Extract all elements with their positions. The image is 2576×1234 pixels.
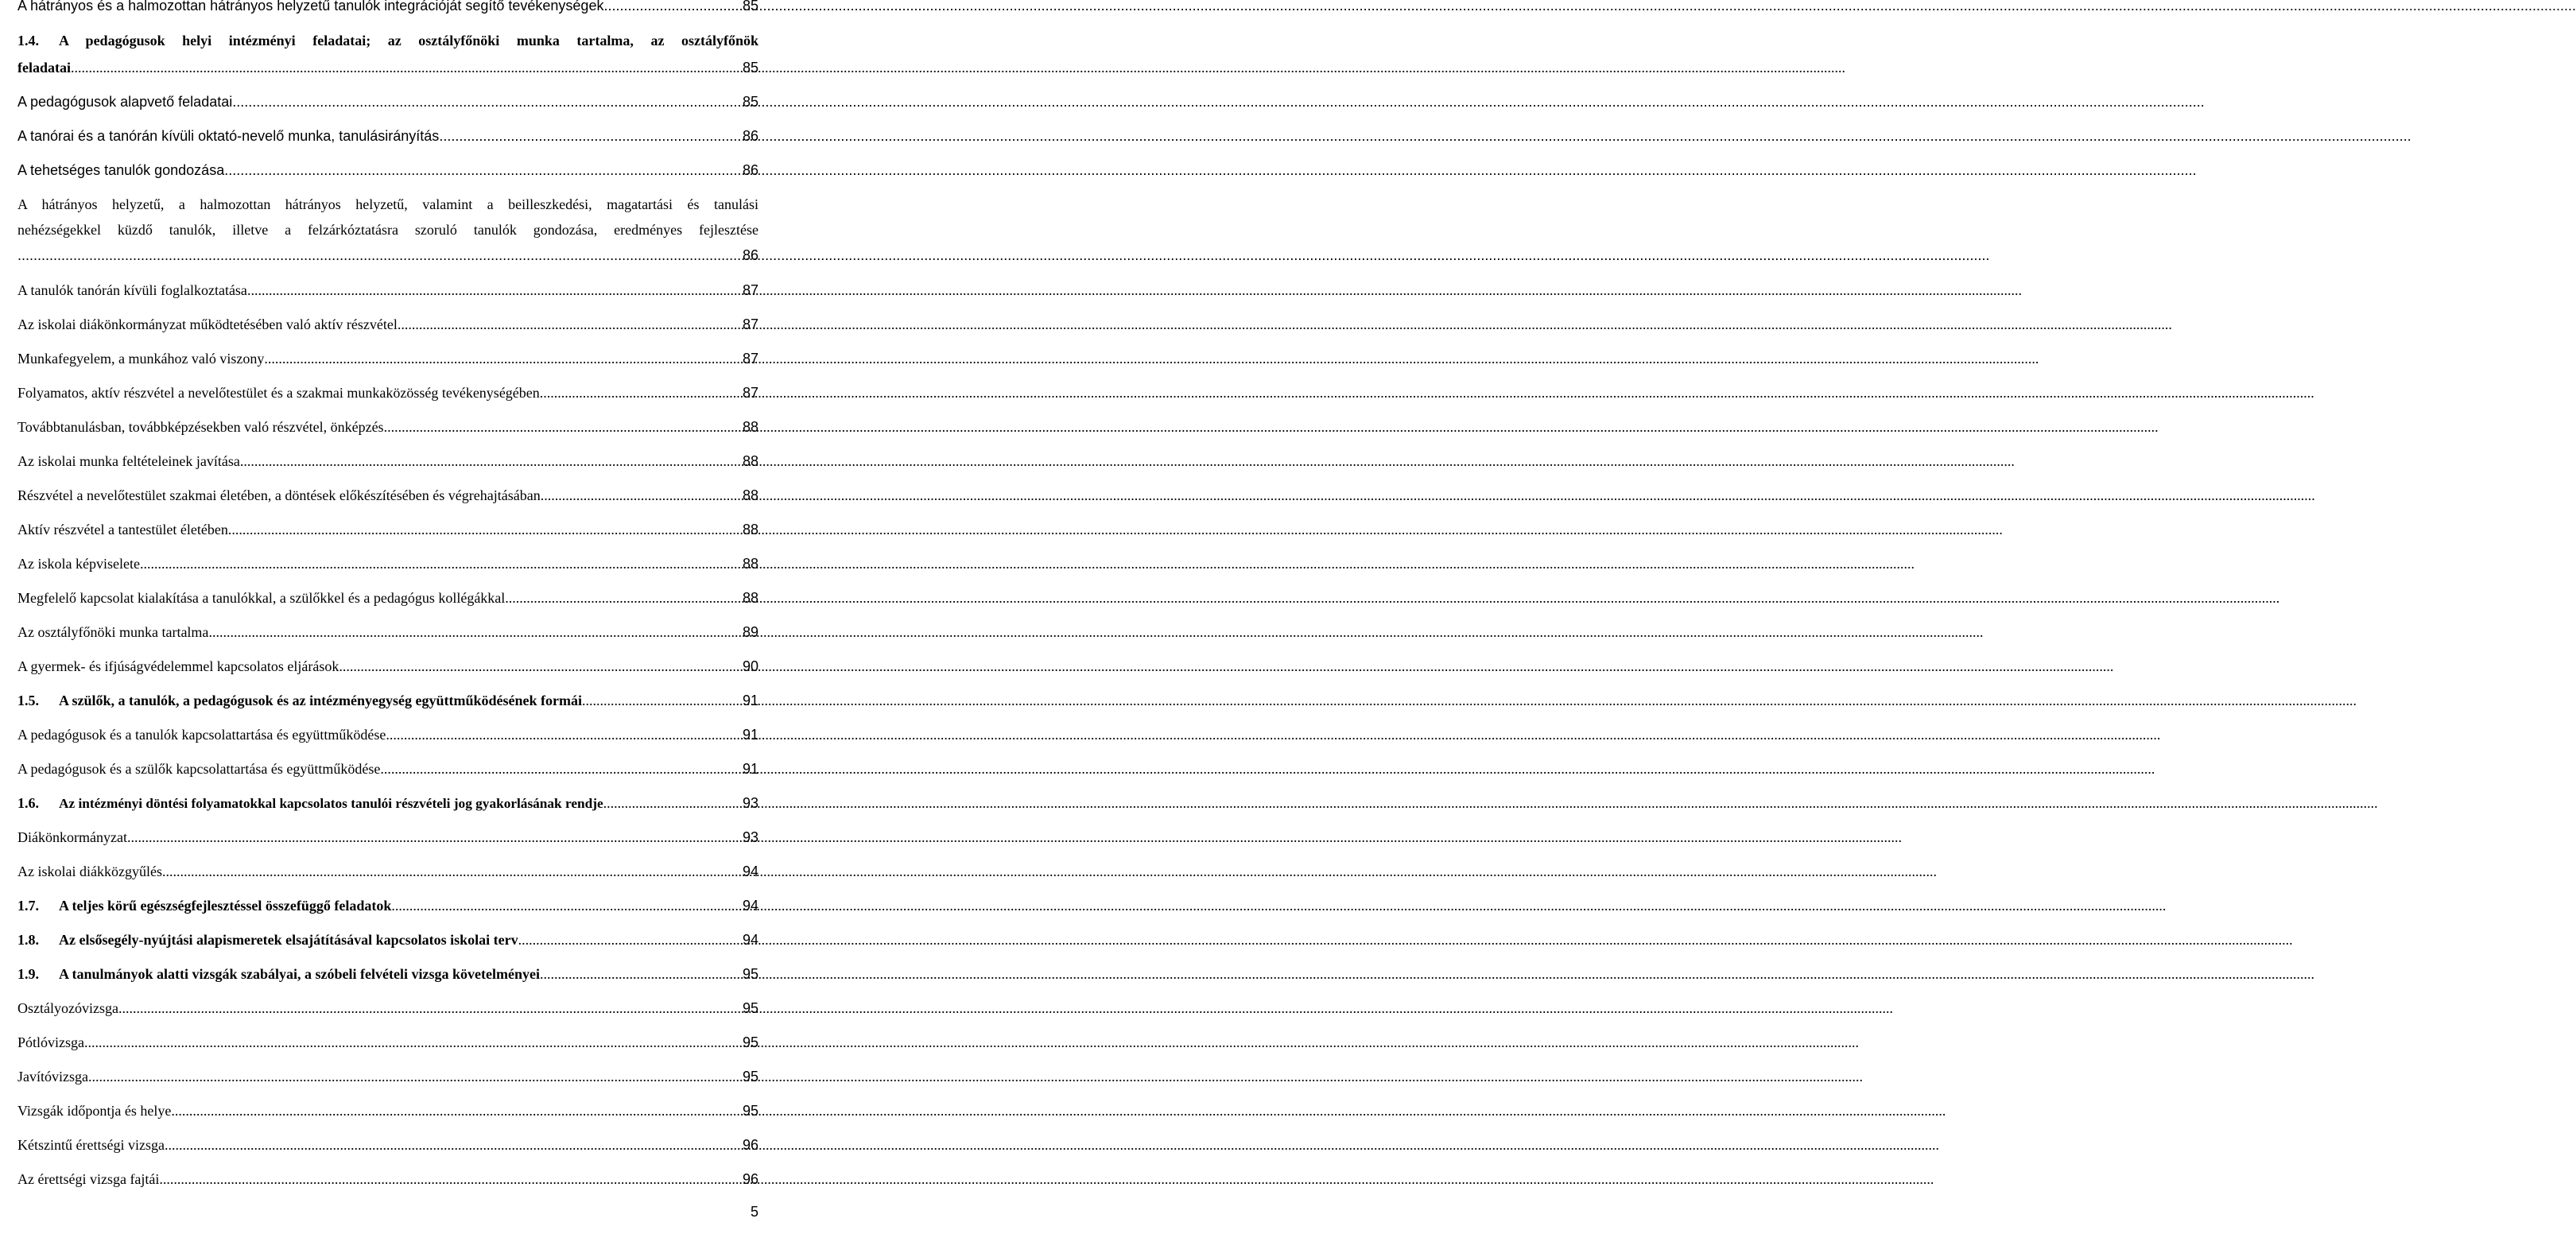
dot-leader [232,93,743,111]
toc-entry-title: Aktív részvétel a tantestület életében [17,522,228,537]
toc-entry[interactable] [17,127,758,145]
dot-leader [17,246,743,264]
toc-page-number: 95 [742,1069,758,1085]
toc-page-number: 88 [742,590,758,606]
toc-page-number: 89 [742,624,758,640]
toc-page-number: 96 [742,1137,758,1153]
dot-leader [84,1034,743,1051]
dot-leader [339,658,743,675]
dot-leader [391,897,743,914]
toc-entry-multiline-line3[interactable] [17,246,758,264]
toc-entry[interactable] [17,828,758,846]
toc-entry-title: A pedagógusok alapvető feladatai [17,94,233,110]
toc-page-number: 91 [742,693,758,708]
toc-page-number: 94 [742,898,758,914]
dot-leader [224,161,743,179]
toc-section-number: 1.4. [17,33,39,49]
dot-leader [384,418,743,436]
toc-page-number: 95 [742,1034,758,1050]
toc-entry[interactable] [17,658,758,675]
toc-entry-title: A hátrányos és a halmozottan hátrányos helyzetű tanulók integrációját segítő tevékenységek [17,0,604,14]
toc-page-number: 90 [742,658,758,674]
toc-page-number: 93 [742,795,758,811]
dot-leader [505,589,743,607]
toc-entry-title: Részvétel a nevelőtestület szakmai életében, a döntések előkészítésében és végrehajtásában [17,487,541,503]
toc-entry-title: Az osztályfőnöki munka tartalma [17,624,209,640]
toc-entry[interactable] [17,487,758,504]
toc-entry[interactable] [17,760,758,778]
toc-entry-title: Az iskolai munka feltételeinek javítása [17,453,240,469]
toc-page-number: 95 [742,1000,758,1016]
dot-leader [247,281,743,299]
toc-entry-title-line2: nehézségekkel küzdő tanulók, illetve a felzárkóztatásra szoruló tanulók gondozása, eredményes fejlesztése [17,222,758,238]
toc-section-number: 1.7. [17,898,39,914]
toc-entry[interactable] [17,726,758,743]
toc-section-1-4-line2[interactable] [17,59,758,76]
toc-entry[interactable] [17,863,758,880]
toc-entry-title: Osztályozóvizsga [17,1000,118,1016]
toc-entry-title: A tanulók tanórán kívüli foglalkoztatása [17,282,247,298]
toc-page-number: 94 [742,932,758,948]
toc-entry-title: A gyermek- és ifjúságvédelemmel kapcsolatos eljárások [17,658,339,674]
toc-entry-title: Pótlóvizsga [17,1034,84,1050]
dot-leader [162,863,743,880]
toc-page-number: 85 [742,0,758,14]
toc-entry-title: Az intézményi döntési folyamatokkal kapcsolatos tanulói részvételi jog gyakorlásának rendje [59,796,603,811]
toc-entry[interactable] [17,350,758,367]
toc-entry-title-line1: A pedagógusok helyi intézményi feladatai; az osztályfőnöki munka tartalma, az osztályfőnök [59,33,758,49]
toc-section-number: 1.9. [17,966,39,982]
dot-leader [264,350,743,367]
dot-leader [228,521,743,538]
toc-section-1-8[interactable] [17,931,758,949]
toc-entry[interactable] [17,1170,758,1188]
toc-entry-title: Folyamatos, aktív részvétel a nevelőtestület és a szakmai munkaközösség tevékenységében [17,385,540,401]
dot-leader [603,794,743,812]
dot-leader [171,1102,743,1120]
toc-entry[interactable] [17,418,758,436]
toc-section-number: 1.8. [17,932,39,948]
toc-entry[interactable] [17,999,758,1017]
toc-entry-title: A tanulmányok alatti vizsgák szabályai, a szóbeli felvételi vizsga követelményei [59,966,540,982]
toc-section-1-4[interactable] [17,32,758,49]
toc-entry-title-line1: A hátrányos helyzetű, a halmozottan hátrányos helyzetű, valamint a beilleszkedési, magatartási és tanulási [17,196,758,212]
toc-entry-title: Az iskola képviselete [17,556,140,572]
toc-entry-multiline-line2[interactable] [17,221,758,239]
toc-entry[interactable] [17,1068,758,1085]
toc-page-number: 87 [742,385,758,401]
dot-leader [540,384,743,402]
toc-entry-title: A pedagógusok és a szülők kapcsolattartása és együttműködése [17,761,381,777]
toc-section-1-6[interactable] [17,794,758,813]
toc-page-number: 93 [742,829,758,845]
footer-page-number: 5 [750,1204,758,1220]
toc-entry[interactable] [17,1136,758,1154]
toc-entry[interactable] [17,281,758,299]
dot-leader [386,726,743,743]
toc-entry-title: A pedagógusok és a tanulók kapcsolattartása és együttműködése [17,727,386,743]
toc-entry-title: A szülők, a tanulók, a pedagógusok és az intézményegység együttműködésének formái [59,693,583,708]
toc-entry-title: Az elsősegély-nyújtási alapismeretek elsajátításával kapcsolatos iskolai terv [59,932,518,948]
dot-leader [165,1136,743,1154]
toc-entry-title: Az érettségi vizsga fajtái [17,1171,160,1187]
toc-entry[interactable] [17,316,758,333]
toc-page-number: 88 [742,419,758,435]
toc-page-number: 91 [742,761,758,777]
toc-entry[interactable] [17,93,758,111]
toc-page-number: 96 [742,1171,758,1187]
toc-page-number: 86 [742,128,758,144]
dot-leader [208,623,743,641]
toc-entry[interactable] [17,521,758,538]
toc-page-number: 88 [742,556,758,572]
toc-entry-title: Az iskolai diákközgyűlés [17,863,162,879]
toc-page-number: 88 [742,522,758,537]
toc-page-number: 86 [742,247,758,263]
toc-entry[interactable] [17,161,758,179]
toc-section-1-7[interactable] [17,897,758,914]
toc-entry-title: A tanórai és a tanórán kívüli oktató-nevelő munka, tanulásirányítás [17,128,440,144]
toc-page-number: 85 [742,94,758,110]
toc-entry[interactable] [17,0,758,14]
dot-leader [380,760,743,778]
toc-entry-title: Munkafegyelem, a munkához való viszony [17,351,265,367]
toc-page-number: 95 [742,1103,758,1119]
toc-section-1-9[interactable] [17,965,758,983]
toc-entry-title: Továbbtanulásban, továbbképzésekben való részvétel, önképzés [17,419,384,435]
toc-entry[interactable] [17,623,758,641]
dot-leader [398,316,743,333]
dot-leader [540,965,743,983]
toc-entry[interactable] [17,384,758,402]
toc-page-number: 95 [742,966,758,982]
toc-entry[interactable] [17,452,758,470]
dot-leader [88,1068,743,1085]
toc-entry-title: Kétszintű érettségi vizsga [17,1137,165,1153]
toc-entry-title-line2: feladatai [17,60,71,76]
toc-entry-title: Megfelelő kapcsolat kialakítása a tanulókkal, a szülőkkel és a pedagógus kollégákkal [17,590,506,606]
toc-page-number: 87 [742,351,758,367]
toc-entry-title: Vizsgák időpontja és helye [17,1103,172,1119]
toc-page-number: 85 [742,60,758,76]
toc-entry-title: A tehetséges tanulók gondozása [17,162,225,178]
toc-section-1-5[interactable] [17,692,758,709]
dot-leader [140,555,743,572]
dot-leader [439,127,743,145]
toc-entry[interactable] [17,1102,758,1120]
toc-entry[interactable] [17,589,758,607]
toc-entry[interactable] [17,555,758,572]
toc-page-number: 87 [742,316,758,332]
toc-entry[interactable] [17,1034,758,1051]
toc-entry-title: Az iskolai diákönkormányzat működtetésében való aktív részvétel [17,316,398,332]
dot-leader [118,999,743,1017]
dot-leader [582,692,743,709]
toc-page-number: 94 [742,863,758,879]
toc-entry-multiline[interactable] [17,196,758,213]
toc-section-number: 1.6. [17,795,39,811]
toc-section-number: 1.5. [17,693,39,708]
dot-leader [71,59,743,76]
toc-page-number: 91 [742,727,758,743]
toc-page-number: 88 [742,453,758,469]
toc-page-number: 86 [742,162,758,178]
dot-leader [240,452,743,470]
toc-page-number: 87 [742,282,758,298]
dot-leader [603,0,743,14]
toc-entry-title: Diákönkormányzat [17,829,127,845]
toc-entry-title: A teljes körű egészségfejlesztéssel összefüggő feladatok [59,898,392,914]
dot-leader [127,828,743,846]
dot-leader [518,931,743,949]
dot-leader [541,487,743,504]
toc-entry-title: Javítóvizsga [17,1069,88,1085]
dot-leader [159,1170,743,1188]
toc-page-number: 88 [742,487,758,503]
